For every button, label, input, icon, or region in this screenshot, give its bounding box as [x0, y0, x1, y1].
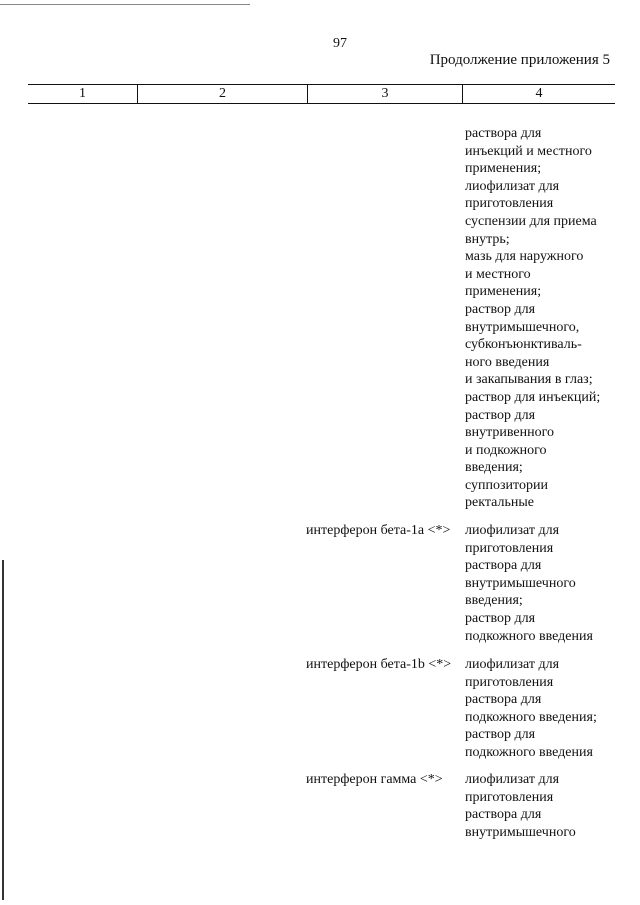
form-line: раствор для: [465, 610, 536, 626]
form-line: суппозитории: [465, 477, 548, 493]
dosage-forms-interferon-beta-1b: [465, 656, 630, 762]
form-line: инъекций и местного: [465, 143, 592, 159]
form-line: мазь для наружного: [465, 249, 584, 265]
form-line: приготовления: [465, 674, 554, 690]
drug-name-interferon-beta-1b: интерферон бета-1b <*>: [306, 657, 452, 672]
form-line: раствор для инъекций;: [465, 389, 601, 405]
header-col-2: 2: [138, 85, 308, 103]
form-line: подкожного введения;: [465, 709, 597, 725]
dosage-forms-interferon-gamma: [465, 771, 630, 841]
form-line: приготовления: [465, 789, 554, 805]
form-line: раствора для: [465, 558, 542, 574]
form-line: ного введения: [465, 354, 550, 370]
scan-artifact-line: [0, 4, 250, 5]
form-line: приготовления: [465, 196, 554, 212]
form-line: раствор для: [465, 727, 536, 743]
form-line: раствор для: [465, 407, 536, 423]
header-col-1: 1: [28, 85, 138, 103]
form-line: лиофилизат для: [465, 523, 560, 538]
form-line: приготовления: [465, 540, 554, 556]
form-line: применения;: [465, 284, 542, 300]
form-line: раствора для: [465, 807, 542, 823]
form-line: внутримышечного: [465, 575, 576, 591]
form-line: ректальные: [465, 495, 534, 511]
form-line: введения;: [465, 593, 523, 609]
header-col-4: 4: [535, 86, 543, 101]
dosage-forms-continued: [465, 125, 630, 512]
header-col-3: 3: [308, 85, 463, 103]
continuation-label: Продолжение приложения 5: [429, 52, 610, 68]
form-line: внутримышечного: [465, 824, 576, 840]
form-line: внутривенного: [465, 425, 555, 441]
scan-artifact-edge: [2, 560, 4, 900]
form-line: введения;: [465, 460, 523, 476]
form-line: раствор для: [465, 301, 536, 317]
form-line: раствора для: [465, 126, 542, 141]
form-line: и закапывания в глаз;: [465, 372, 593, 388]
form-line: внутримышечного,: [465, 319, 580, 335]
form-line: подкожного введения: [465, 628, 593, 644]
table-header-row: [28, 84, 615, 104]
form-line: лиофилизат для: [465, 657, 560, 672]
drug-name-interferon-beta-1a: интерферон бета-1a <*>: [306, 523, 451, 538]
form-line: применения;: [465, 161, 542, 177]
form-line: суспензии для приема: [465, 213, 597, 229]
form-line: подкожного введения: [465, 744, 593, 760]
form-line: лиофилизат для: [465, 772, 560, 787]
form-line: и местного: [465, 266, 531, 282]
drug-name-interferon-gamma: интерферон гамма <*>: [306, 772, 443, 787]
form-line: субконъюнктиваль-: [465, 337, 582, 353]
form-line: лиофилизат для: [465, 178, 560, 194]
page-number: 97: [333, 36, 347, 51]
form-line: и подкожного: [465, 442, 547, 458]
dosage-forms-interferon-beta-1a: [465, 522, 630, 645]
form-line: раствора для: [465, 692, 542, 708]
form-line: внутрь;: [465, 231, 510, 247]
